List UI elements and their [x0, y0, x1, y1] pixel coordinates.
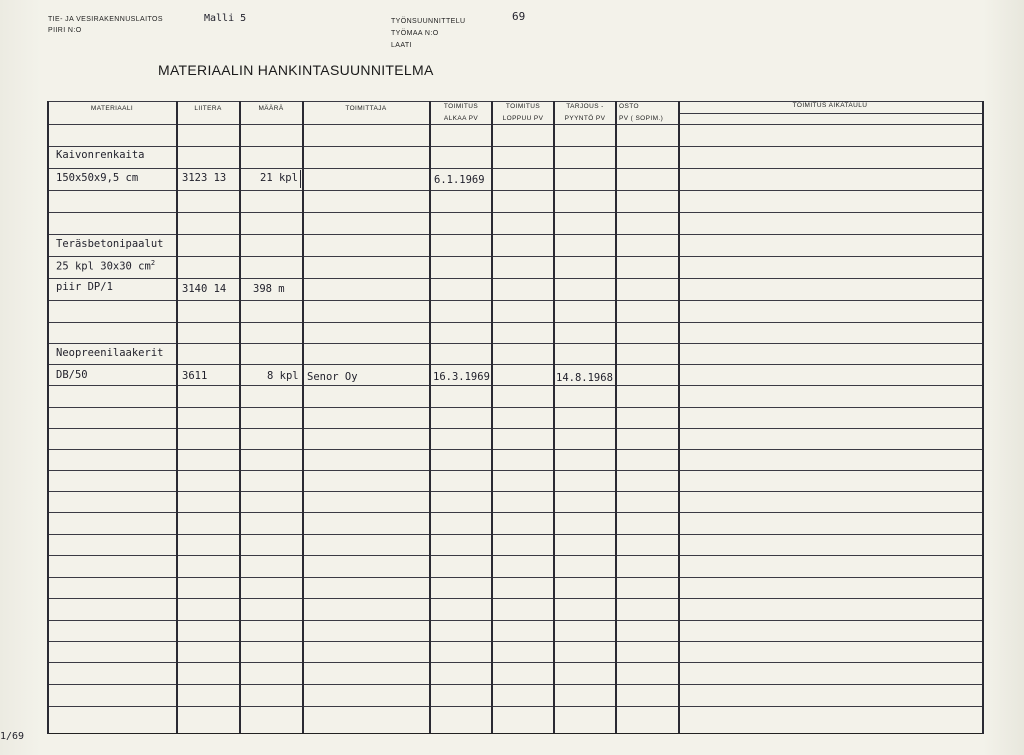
row-10-material: Neopreenilaakerit — [56, 347, 164, 359]
grid-line-horizontal — [47, 491, 982, 492]
grid-line-horizontal — [47, 598, 982, 599]
grid-line-horizontal — [47, 322, 982, 323]
grid-line-vertical — [678, 101, 680, 733]
worksite-number-label: TYÖMAA N:O — [391, 30, 439, 37]
column-header-quote-request-line1: TARJOUS - — [566, 103, 604, 110]
row-6-material-text: 25 kpl 30x30 cm — [56, 260, 151, 273]
grid-line-vertical — [300, 170, 301, 188]
row-2-quantity: 21 kpl — [260, 172, 298, 184]
column-header-delivery-end-line1: TOIMITUS — [505, 103, 541, 110]
grid-line-horizontal — [47, 577, 982, 578]
grid-line-horizontal — [47, 534, 982, 535]
column-header-delivery-end — [492, 102, 554, 123]
column-header-purchase — [616, 102, 681, 123]
column-header-quote-request-line2: PYYNTÖ PV — [564, 115, 606, 122]
row-2-material: 150x50x9,5 cm — [56, 172, 139, 184]
column-header-purchase-line1: OSTO — [619, 103, 639, 110]
column-header-purchase-line2: PV ( SOPIM.) — [619, 115, 664, 122]
district-number-label: PIIRI N:O — [48, 27, 82, 34]
margin-note: 1/69 — [0, 731, 25, 742]
grid-line-vertical — [239, 101, 241, 733]
row-11-account: 3611 — [182, 370, 208, 382]
row-11-supplier: Senor Oy — [307, 371, 358, 383]
page-number: 69 — [512, 10, 526, 23]
grid-line-vertical — [176, 101, 178, 733]
grid-line-horizontal — [47, 343, 982, 344]
row-5-material: Teräsbetonipaalut — [56, 238, 164, 250]
grid-line-horizontal — [47, 641, 982, 642]
grid-line-vertical — [553, 101, 555, 733]
grid-line-horizontal — [47, 733, 983, 734]
row-11-quote-request: 14.8.1968 — [556, 372, 613, 384]
grid-line-horizontal — [47, 512, 982, 513]
organization-name: TIE- JA VESIRAKENNUSLAITOS — [48, 16, 163, 23]
row-7-material: piir DP/1 — [56, 281, 113, 293]
grid-line-horizontal — [47, 168, 982, 169]
column-header-account: LIITERA — [194, 105, 222, 112]
grid-line-horizontal — [47, 146, 982, 147]
grid-line-horizontal — [47, 278, 982, 279]
grid-line-horizontal — [47, 620, 982, 621]
column-header-quote-request — [554, 102, 616, 123]
grid-line-vertical — [982, 101, 984, 734]
grid-line-horizontal — [47, 449, 982, 450]
grid-line-horizontal — [47, 428, 982, 429]
column-header-delivery-start — [430, 102, 492, 123]
column-header-delivery-start-line1: TOIMITUS — [443, 103, 479, 110]
column-header-delivery-end-line2: LOPPUU PV — [502, 115, 544, 122]
column-header-supplier: TOIMITTAJA — [345, 105, 387, 112]
row-7-quantity: 398 m — [253, 283, 285, 295]
grid-line-vertical — [429, 101, 431, 733]
row-6-material — [56, 259, 155, 273]
prepared-by-label: LAATI — [391, 42, 412, 49]
row-6-material-superscript: 2 — [150, 259, 156, 267]
row-11-quantity: 8 kpl — [267, 370, 299, 382]
grid-line-horizontal — [47, 407, 982, 408]
row-2-account: 3123 13 — [182, 172, 227, 184]
work-planning-label: TYÖNSUUNNITTELU — [391, 18, 466, 25]
page-title: MATERIAALIN HANKINTASUUNNITELMA — [158, 62, 434, 78]
grid-line-horizontal — [47, 124, 982, 125]
column-header-delivery-start-line2: ALKAA PV — [443, 115, 479, 122]
grid-line-horizontal — [47, 470, 982, 471]
grid-line-horizontal — [47, 364, 982, 365]
row-2-delivery-start: 6.1.1969 — [434, 174, 485, 186]
grid-line-vertical — [491, 101, 493, 733]
grid-line-horizontal — [47, 662, 982, 663]
grid-line-horizontal — [47, 555, 982, 556]
grid-line-horizontal — [47, 256, 982, 257]
grid-line-horizontal — [47, 212, 982, 213]
grid-line-horizontal — [47, 385, 982, 386]
column-header-material: MATERIAALI — [90, 105, 134, 112]
column-header-quantity: MÄÄRÄ — [258, 105, 284, 112]
grid-line-vertical — [302, 101, 304, 733]
row-7-account: 3140 14 — [182, 283, 227, 295]
column-header-delivery-schedule: TOIMITUS AIKATAULU — [792, 102, 868, 109]
grid-line-vertical — [615, 101, 617, 733]
grid-line-horizontal — [47, 300, 982, 301]
grid-line-horizontal — [47, 706, 982, 707]
form-model: Malli 5 — [204, 13, 247, 24]
grid-line-horizontal — [47, 190, 982, 191]
row-11-material: DB/50 — [56, 369, 88, 381]
grid-line-vertical — [47, 101, 49, 734]
grid-line-horizontal — [47, 234, 982, 235]
grid-line-horizontal — [47, 684, 982, 685]
row-11-delivery-start: 16.3.1969 — [433, 371, 490, 383]
grid-line-horizontal — [679, 113, 982, 114]
row-1-material: Kaivonrenkaita — [56, 149, 145, 161]
